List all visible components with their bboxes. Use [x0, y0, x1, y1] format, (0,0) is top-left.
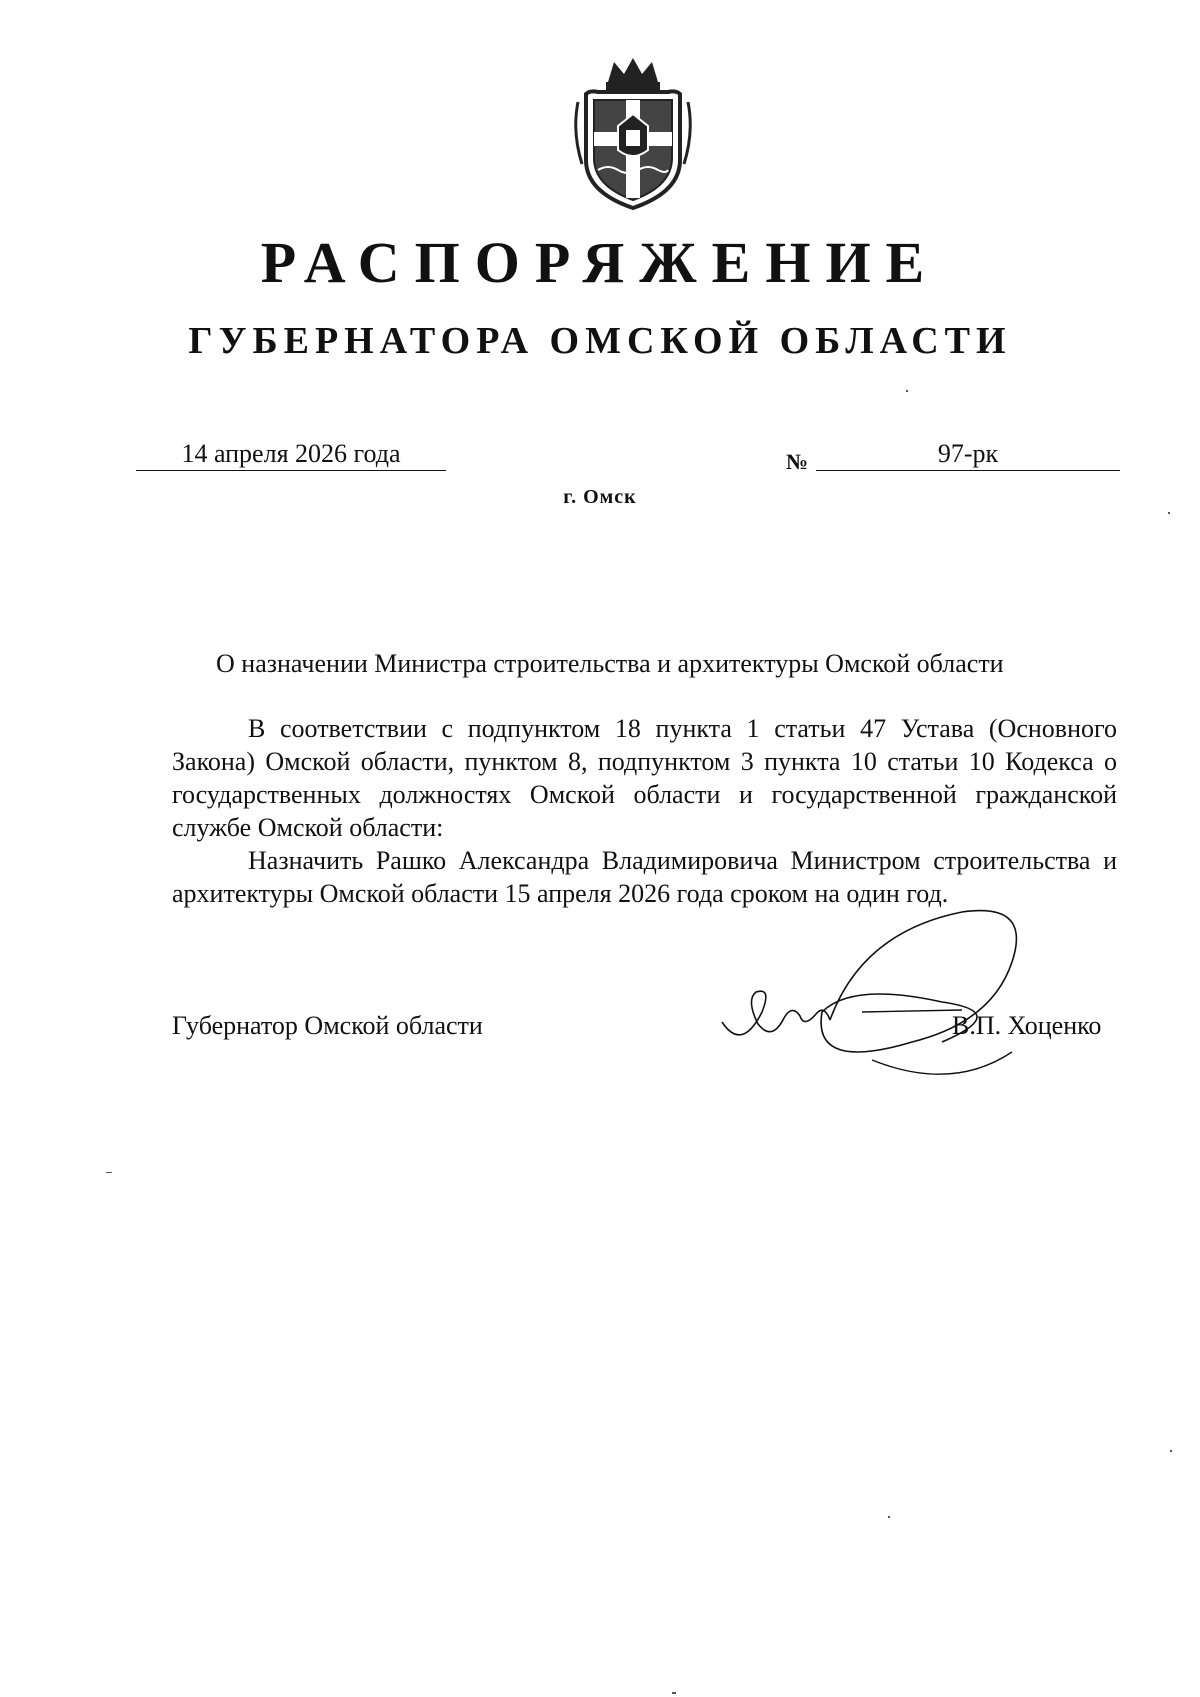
number-sign: № — [786, 449, 809, 474]
body-paragraph: В соответствии с подпунктом 18 пункта 1 статьи 47 Устава (Основного Закона) Омской области, пунктом 8, подпунктом 3 пункта 10 статьи 10 Кодекса о государственных должностях Омской области и государственной гражданской службе Омской области: — [172, 714, 1117, 842]
scan-speck — [1170, 1450, 1172, 1452]
document-city: г. Омск — [563, 486, 637, 508]
document-subject: О назначении Министра строительства и архитектуры Омской области — [216, 649, 1004, 678]
scan-speck — [906, 390, 908, 392]
scan-speck — [106, 1172, 112, 1173]
document-number: 97-рк — [816, 438, 1120, 471]
handwritten-signature-icon — [712, 892, 1042, 1092]
body-paragraph: Назначить Рашко Александра Владимировича Министром строительства и архитектуры Омской области 15 апреля 2026 года сроком на один год. — [172, 846, 1117, 908]
scan-speck — [1168, 512, 1170, 514]
document-body — [172, 712, 1117, 910]
coat-of-arms-icon — [568, 52, 698, 212]
document-date: 14 апреля 2026 года — [136, 438, 446, 471]
signatory-position: Губернатор Омской области — [172, 1011, 483, 1040]
document-title: РАСПОРЯЖЕНИЕ — [260, 230, 940, 295]
scan-speck — [672, 1692, 676, 1694]
signatory-name: В.П. Хоценко — [952, 1011, 1102, 1040]
document-subtitle: ГУБЕРНАТОРА ОМСКОЙ ОБЛАСТИ — [188, 320, 1012, 362]
scan-speck — [888, 1516, 890, 1518]
